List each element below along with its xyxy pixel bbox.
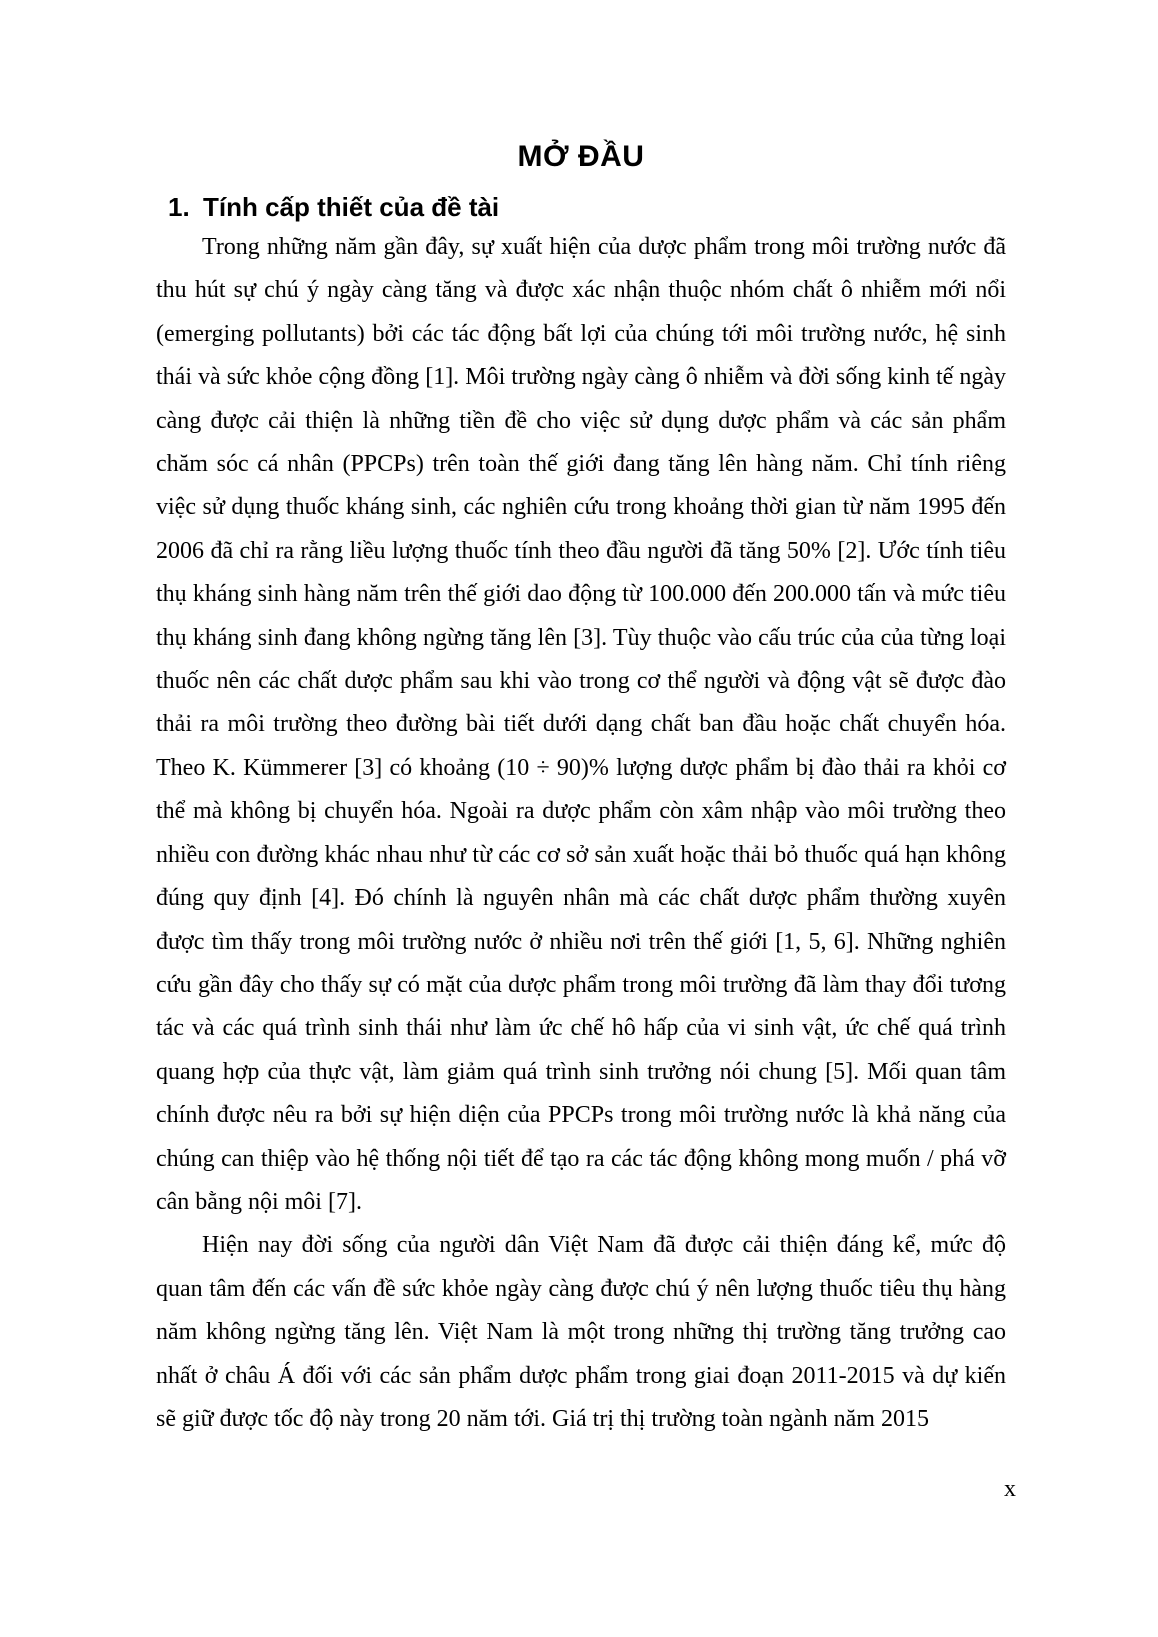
section-number: 1. bbox=[168, 192, 190, 222]
section-heading-label: Tính cấp thiết của đề tài bbox=[203, 192, 500, 222]
body-text bbox=[156, 226, 1006, 1441]
intro-paragraph-1: Trong những năm gần đây, sự xuất hiện của dược phẩm trong môi trường nước đã thu hút sự chú ý ngày càng tăng và được xác nhận thuộc nhóm chất ô nhiễm mới nổi (emerging pollutants) bởi các tác động bất lợi của chúng tới môi trường nước, hệ sinh thái và sức khỏe cộng đồng [1]. Môi trường ngày càng ô nhiễm và đời sống kinh tế ngày càng được cải thiện là những tiền đề cho việc sử dụng dược phẩm và các sản phẩm chăm sóc cá nhân (PPCPs) trên toàn thế giới đang tăng lên hàng năm. Chỉ tính riêng việc sử dụng thuốc kháng sinh, các nghiên cứu trong khoảng thời gian từ năm 1995 đến 2006 đã chỉ ra rằng liều lượng thuốc tính theo đầu người đã tăng 50% [2]. Ước tính tiêu thụ kháng sinh hàng năm trên thế giới dao động từ 100.000 đến 200.000 tấn và mức tiêu thụ kháng sinh đang không ngừng tăng lên [3]. Tùy thuộc vào cấu trúc của của từng loại thuốc nên các chất dược phẩm sau khi vào trong cơ thể người và động vật sẽ được đào thải ra môi trường theo đường bài tiết dưới dạng chất ban đầu hoặc chất chuyển hóa. Theo K. Kümmerer [3] có khoảng (10 ÷ 90)% lượng dược phẩm bị đào thải ra khỏi cơ thể mà không bị chuyển hóa. Ngoài ra dược phẩm còn xâm nhập vào môi trường theo nhiều con đường khác nhau như từ các cơ sở sản xuất hoặc thải bỏ thuốc quá hạn không đúng quy định [4]. Đó chính là nguyên nhân mà các chất dược phẩm thường xuyên được tìm thấy trong môi trường nước ở nhiều nơi trên thế giới [1, 5, 6]. Những nghiên cứu gần đây cho thấy sự có mặt của dược phẩm trong môi trường đã làm thay đổi tương tác và các quá trình sinh thái như làm ức chế hô hấp của vi sinh vật, ức chế quá trình quang hợp của thực vật, làm giảm quá trình sinh trưởng nói chung [5]. Mối quan tâm chính được nêu ra bởi sự hiện diện của PPCPs trong môi trường nước là khả năng của chúng can thiệp vào hệ thống nội tiết để tạo ra các tác động không mong muốn / phá vỡ cân bằng nội môi [7]. bbox=[156, 234, 1006, 1215]
page-title: MỞ ĐẦU bbox=[517, 140, 645, 173]
section-heading bbox=[168, 192, 499, 223]
intro-paragraph-2: Hiện nay đời sống của người dân Việt Nam đã được cải thiện đáng kể, mức độ quan tâm đến các vấn đề sức khỏe ngày càng được chú ý nên lượng thuốc tiêu thụ hàng năm không ngừng tăng lên. Việt Nam là một trong những thị trường tăng trưởng cao nhất ở châu Á đối với các sản phẩm dược phẩm trong giai đoạn 2011-2015 và dự kiến sẽ giữ được tốc độ này trong 20 năm tới. Giá trị thị trường toàn ngành năm 2015 bbox=[156, 1232, 1006, 1432]
page-number: x bbox=[1004, 1476, 1016, 1502]
